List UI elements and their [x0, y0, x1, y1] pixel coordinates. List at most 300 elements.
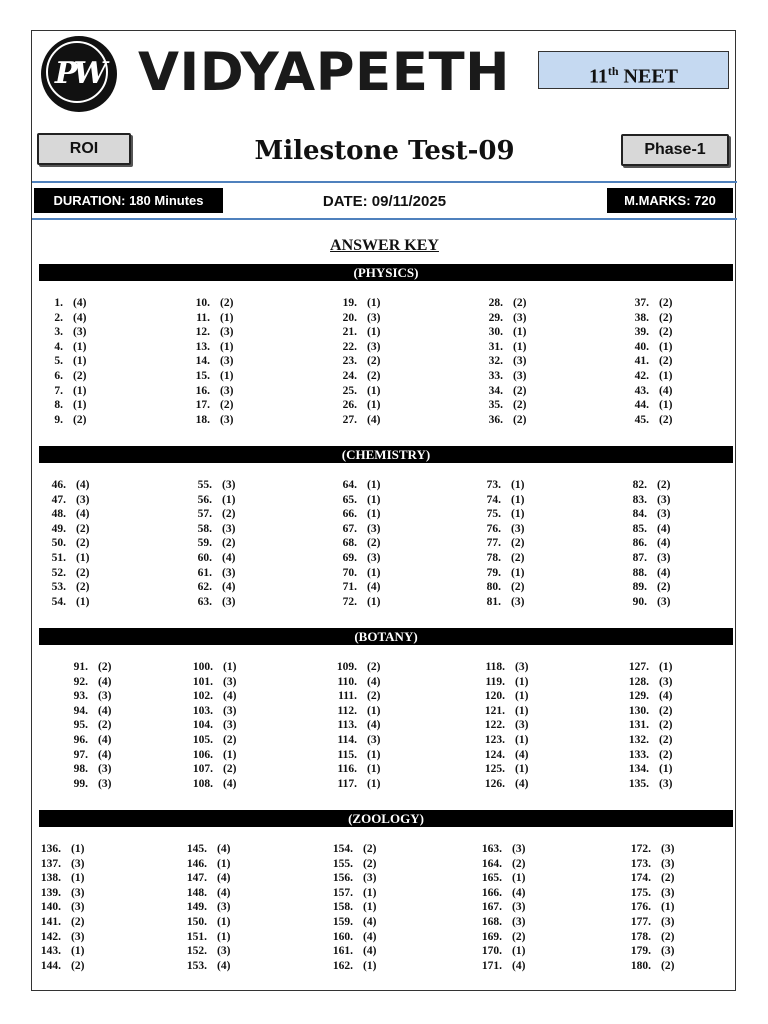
answer-row	[475, 325, 585, 340]
question-number: 171.	[481, 959, 502, 972]
question-number: 37.	[634, 297, 649, 309]
answer-row	[623, 857, 733, 872]
answer-row	[329, 718, 439, 733]
question-number: 122.	[484, 719, 505, 732]
answer-option: (3)	[367, 522, 381, 535]
question-number: 60.	[197, 551, 212, 564]
question-number: 7.	[54, 384, 63, 397]
answer-option: (1)	[515, 690, 529, 703]
answer-row	[38, 566, 148, 581]
question-number: 88.	[632, 566, 647, 579]
question-number: 90.	[632, 595, 647, 608]
question-number: 80.	[486, 581, 501, 594]
answer-option: (2)	[367, 355, 381, 368]
question-number: 172.	[630, 843, 651, 855]
section-header: (BOTANY)	[39, 628, 733, 645]
question-number: 36.	[488, 413, 503, 426]
question-number: 56.	[197, 493, 212, 506]
answer-option: (2)	[657, 581, 671, 594]
question-number: 72.	[342, 595, 357, 608]
answer-option: (1)	[511, 493, 525, 506]
question-number: 43.	[634, 384, 649, 397]
answer-option: (4)	[512, 959, 526, 972]
answer-option: (2)	[363, 843, 377, 855]
answer-option: (4)	[659, 384, 673, 397]
answer-row	[179, 959, 289, 974]
class-number: 11	[588, 65, 608, 88]
question-number: 92.	[73, 675, 88, 688]
answer-row	[33, 900, 143, 915]
answer-option: (4)	[98, 675, 112, 688]
answer-row	[621, 675, 731, 690]
answer-row	[619, 522, 729, 537]
answer-row	[179, 842, 289, 857]
answer-row	[38, 493, 148, 508]
question-number: 66.	[342, 508, 357, 521]
question-number: 120.	[484, 690, 505, 703]
question-number: 168.	[481, 915, 502, 928]
answer-option: (3)	[220, 326, 234, 339]
question-number: 17.	[195, 399, 210, 412]
question-number: 81.	[486, 595, 501, 608]
answer-row	[184, 580, 294, 595]
answer-option: (4)	[367, 675, 381, 688]
answer-option: (2)	[220, 399, 234, 412]
answer-row	[182, 398, 292, 413]
answer-column	[329, 296, 439, 427]
question-number: 3.	[54, 326, 63, 339]
answer-row	[182, 384, 292, 399]
answer-row	[474, 915, 584, 930]
answer-column	[329, 478, 439, 609]
answer-row	[60, 689, 170, 704]
answer-option: (2)	[367, 690, 381, 703]
answer-row	[179, 900, 289, 915]
answer-option: (1)	[511, 566, 525, 579]
answer-row	[329, 507, 439, 522]
question-number: 135.	[628, 777, 649, 790]
answer-row	[179, 857, 289, 872]
answer-option: (2)	[661, 930, 675, 943]
answer-row	[619, 580, 729, 595]
answer-option: (4)	[217, 959, 231, 972]
answer-row	[38, 522, 148, 537]
answer-row	[619, 536, 729, 551]
answer-option: (3)	[513, 311, 527, 324]
answer-row	[60, 748, 170, 763]
class-badge	[538, 51, 729, 89]
answer-option: (3)	[71, 886, 85, 899]
answer-row	[329, 689, 439, 704]
question-number: 107.	[192, 763, 213, 776]
answer-option: (2)	[222, 508, 236, 521]
question-number: 98.	[73, 763, 88, 776]
answer-row	[329, 595, 439, 610]
answer-option: (1)	[515, 704, 529, 717]
answer-row	[60, 777, 170, 792]
answer-option: (2)	[367, 369, 381, 382]
answer-option: (3)	[222, 595, 236, 608]
answer-column	[623, 842, 733, 973]
answer-option: (1)	[513, 326, 527, 339]
answer-row	[38, 580, 148, 595]
answer-column	[35, 296, 145, 427]
answer-option: (3)	[367, 340, 381, 353]
answer-option: (1)	[76, 595, 90, 608]
answer-row	[475, 369, 585, 384]
answer-option: (1)	[367, 704, 381, 717]
question-number: 167.	[481, 901, 502, 914]
answer-option: (4)	[515, 777, 529, 790]
answer-option: (2)	[657, 479, 671, 491]
question-number: 87.	[632, 551, 647, 564]
question-number: 139.	[40, 886, 61, 899]
question-number: 59.	[197, 537, 212, 550]
answer-option: (1)	[367, 384, 381, 397]
question-number: 151.	[186, 930, 207, 943]
question-number: 26.	[342, 399, 357, 412]
answer-option: (2)	[512, 930, 526, 943]
answer-option: (2)	[98, 719, 112, 732]
question-number: 177.	[630, 915, 651, 928]
answer-row	[329, 566, 439, 581]
question-number: 124.	[484, 748, 505, 761]
answer-option: (4)	[363, 930, 377, 943]
answer-row	[474, 959, 584, 974]
question-number: 166.	[481, 886, 502, 899]
answer-row	[623, 930, 733, 945]
answer-option: (4)	[222, 581, 236, 594]
answer-column	[185, 660, 295, 791]
question-number: 69.	[342, 551, 357, 564]
roi-tag: ROI	[37, 133, 131, 165]
question-number: 94.	[73, 704, 88, 717]
answer-option: (1)	[367, 566, 381, 579]
answer-option: (2)	[512, 857, 526, 870]
answer-row	[329, 296, 439, 311]
answer-option: (1)	[367, 326, 381, 339]
question-number: 22.	[342, 340, 357, 353]
question-number: 1.	[54, 297, 63, 309]
answer-row	[325, 900, 435, 915]
question-number: 13.	[195, 340, 210, 353]
question-number: 132.	[628, 733, 649, 746]
answer-option: (2)	[659, 413, 673, 426]
answer-row	[182, 311, 292, 326]
answer-option: (4)	[217, 872, 231, 885]
answer-row	[182, 296, 292, 311]
answer-option: (3)	[657, 508, 671, 521]
answer-option: (4)	[217, 843, 231, 855]
answer-option: (2)	[223, 763, 237, 776]
answer-row	[621, 748, 731, 763]
logo-letters: PW	[54, 56, 104, 91]
question-number: 73.	[486, 479, 501, 491]
question-number: 174.	[630, 872, 651, 885]
question-number: 42.	[634, 369, 649, 382]
answer-row	[475, 340, 585, 355]
answer-row	[185, 762, 295, 777]
class-suffix: th	[607, 64, 619, 78]
answer-option: (2)	[659, 733, 673, 746]
answer-option: (3)	[217, 945, 231, 958]
header-divider-top	[32, 181, 737, 183]
answer-row	[329, 384, 439, 399]
question-number: 164.	[481, 857, 502, 870]
answer-option: (4)	[223, 690, 237, 703]
answer-option: (2)	[220, 297, 234, 309]
answer-option: (2)	[71, 959, 85, 972]
answer-row	[179, 915, 289, 930]
answer-option: (2)	[73, 413, 87, 426]
answer-option: (3)	[98, 690, 112, 703]
answer-option: (1)	[220, 369, 234, 382]
question-number: 129.	[628, 690, 649, 703]
answer-option: (1)	[515, 763, 529, 776]
answer-option: (1)	[71, 872, 85, 885]
answer-option: (1)	[71, 945, 85, 958]
answer-option: (1)	[73, 340, 87, 353]
answer-option: (2)	[363, 857, 377, 870]
answer-row	[621, 689, 731, 704]
answer-row	[329, 733, 439, 748]
answer-option: (4)	[73, 311, 87, 324]
answer-row	[474, 930, 584, 945]
answer-option: (4)	[657, 566, 671, 579]
answer-row	[473, 536, 583, 551]
question-number: 179.	[630, 945, 651, 958]
answer-option: (3)	[222, 479, 236, 491]
answer-row	[179, 930, 289, 945]
answer-option: (4)	[222, 551, 236, 564]
question-number: 44.	[634, 399, 649, 412]
question-number: 68.	[342, 537, 357, 550]
answer-column	[474, 842, 584, 973]
date-label: DATE: 09/11/2025	[322, 193, 447, 210]
question-number: 74.	[486, 493, 501, 506]
answer-option: (2)	[513, 399, 527, 412]
answer-row	[35, 369, 145, 384]
question-number: 146.	[186, 857, 207, 870]
answer-row	[35, 340, 145, 355]
question-number: 161.	[332, 945, 353, 958]
question-number: 169.	[481, 930, 502, 943]
answer-row	[473, 595, 583, 610]
answer-row	[473, 478, 583, 493]
answer-row	[621, 340, 731, 355]
question-number: 41.	[634, 355, 649, 368]
answer-row	[621, 325, 731, 340]
answer-option: (3)	[220, 384, 234, 397]
answer-option: (3)	[71, 930, 85, 943]
answer-option: (4)	[98, 733, 112, 746]
question-number: 175.	[630, 886, 651, 899]
answer-option: (4)	[217, 886, 231, 899]
answer-row	[623, 944, 733, 959]
answer-option: (2)	[76, 566, 90, 579]
answer-option: (1)	[73, 355, 87, 368]
question-number: 52.	[51, 566, 66, 579]
answer-column	[619, 478, 729, 609]
question-number: 25.	[342, 384, 357, 397]
answer-option: (1)	[363, 886, 377, 899]
answer-row	[621, 733, 731, 748]
question-number: 157.	[332, 886, 353, 899]
answer-option: (4)	[363, 945, 377, 958]
question-number: 62.	[197, 581, 212, 594]
answer-row	[33, 930, 143, 945]
answer-row	[329, 413, 439, 428]
answer-option: (3)	[661, 945, 675, 958]
answer-row	[35, 398, 145, 413]
question-number: 21.	[342, 326, 357, 339]
answer-row	[623, 915, 733, 930]
question-number: 155.	[332, 857, 353, 870]
exam-name: NEET	[618, 65, 679, 88]
question-number: 64.	[342, 479, 357, 491]
question-number: 47.	[51, 493, 66, 506]
answer-option: (4)	[363, 915, 377, 928]
question-number: 127.	[628, 661, 649, 673]
answer-option: (1)	[73, 399, 87, 412]
answer-row	[474, 886, 584, 901]
answer-option: (1)	[367, 479, 381, 491]
question-number: 82.	[632, 479, 647, 491]
answer-row	[474, 842, 584, 857]
answer-option: (4)	[512, 886, 526, 899]
answer-row	[33, 915, 143, 930]
answer-row	[621, 398, 731, 413]
question-number: 176.	[630, 901, 651, 914]
answer-option: (4)	[76, 479, 90, 491]
section-header: (PHYSICS)	[39, 264, 733, 281]
answer-option: (2)	[222, 537, 236, 550]
answer-row	[329, 354, 439, 369]
question-number: 30.	[488, 326, 503, 339]
answer-option: (2)	[367, 661, 381, 673]
answer-row	[477, 689, 587, 704]
answer-row	[185, 704, 295, 719]
answer-row	[184, 566, 294, 581]
question-number: 11.	[196, 311, 210, 324]
answer-option: (3)	[661, 886, 675, 899]
answer-option: (4)	[367, 413, 381, 426]
answer-option: (3)	[513, 369, 527, 382]
question-number: 91.	[73, 661, 88, 673]
answer-row	[38, 536, 148, 551]
answer-row	[477, 748, 587, 763]
question-number: 29.	[488, 311, 503, 324]
answer-option: (1)	[217, 930, 231, 943]
question-number: 110.	[337, 675, 357, 688]
answer-option: (2)	[659, 326, 673, 339]
question-number: 61.	[197, 566, 212, 579]
answer-option: (3)	[661, 843, 675, 855]
answer-row	[473, 580, 583, 595]
question-number: 32.	[488, 355, 503, 368]
answer-row	[329, 675, 439, 690]
answer-row	[184, 507, 294, 522]
answer-option: (3)	[71, 901, 85, 914]
answer-row	[477, 777, 587, 792]
answer-option: (1)	[367, 763, 381, 776]
pw-logo	[41, 36, 117, 112]
answer-option: (1)	[223, 748, 237, 761]
answer-option: (2)	[98, 661, 112, 673]
question-number: 178.	[630, 930, 651, 943]
answer-row	[35, 311, 145, 326]
answer-row	[475, 398, 585, 413]
question-number: 148.	[186, 886, 207, 899]
answer-row	[185, 660, 295, 675]
question-number: 20.	[342, 311, 357, 324]
answer-option: (3)	[220, 413, 234, 426]
answer-row	[33, 959, 143, 974]
answer-row	[35, 384, 145, 399]
answer-row	[474, 900, 584, 915]
answer-row	[329, 580, 439, 595]
phase-tag: Phase-1	[621, 134, 729, 166]
brand-name: VIDYAPEETH	[138, 42, 510, 103]
answer-row	[35, 354, 145, 369]
answer-option: (2)	[659, 297, 673, 309]
question-number: 145.	[186, 843, 207, 855]
question-number: 160.	[332, 930, 353, 943]
answer-column	[621, 296, 731, 427]
answer-row	[179, 886, 289, 901]
answer-option: (3)	[659, 777, 673, 790]
answer-option: (3)	[657, 551, 671, 564]
answer-option: (3)	[661, 915, 675, 928]
question-number: 76.	[486, 522, 501, 535]
answer-option: (3)	[222, 566, 236, 579]
answer-option: (2)	[659, 355, 673, 368]
question-number: 104.	[192, 719, 213, 732]
question-number: 12.	[195, 326, 210, 339]
answer-row	[619, 478, 729, 493]
answer-option: (3)	[512, 915, 526, 928]
question-number: 63.	[197, 595, 212, 608]
answer-row	[477, 718, 587, 733]
answer-column	[60, 660, 170, 791]
answer-option: (1)	[659, 661, 673, 673]
answer-row	[38, 478, 148, 493]
answer-option: (1)	[220, 340, 234, 353]
question-number: 140.	[40, 901, 61, 914]
question-number: 49.	[51, 522, 66, 535]
answer-row	[35, 325, 145, 340]
question-number: 170.	[481, 945, 502, 958]
answer-row	[619, 566, 729, 581]
answer-row	[329, 551, 439, 566]
answer-option: (1)	[223, 661, 237, 673]
answer-option: (1)	[220, 311, 234, 324]
question-number: 79.	[486, 566, 501, 579]
answer-row	[619, 493, 729, 508]
question-number: 85.	[632, 522, 647, 535]
answer-row	[473, 507, 583, 522]
question-number: 31.	[488, 340, 503, 353]
question-number: 78.	[486, 551, 501, 564]
answer-option: (3)	[223, 675, 237, 688]
question-number: 121.	[484, 704, 505, 717]
answer-option: (4)	[98, 748, 112, 761]
question-number: 38.	[634, 311, 649, 324]
question-number: 112.	[337, 704, 357, 717]
answer-option: (1)	[513, 340, 527, 353]
question-number: 102.	[192, 690, 213, 703]
answer-option: (3)	[513, 355, 527, 368]
